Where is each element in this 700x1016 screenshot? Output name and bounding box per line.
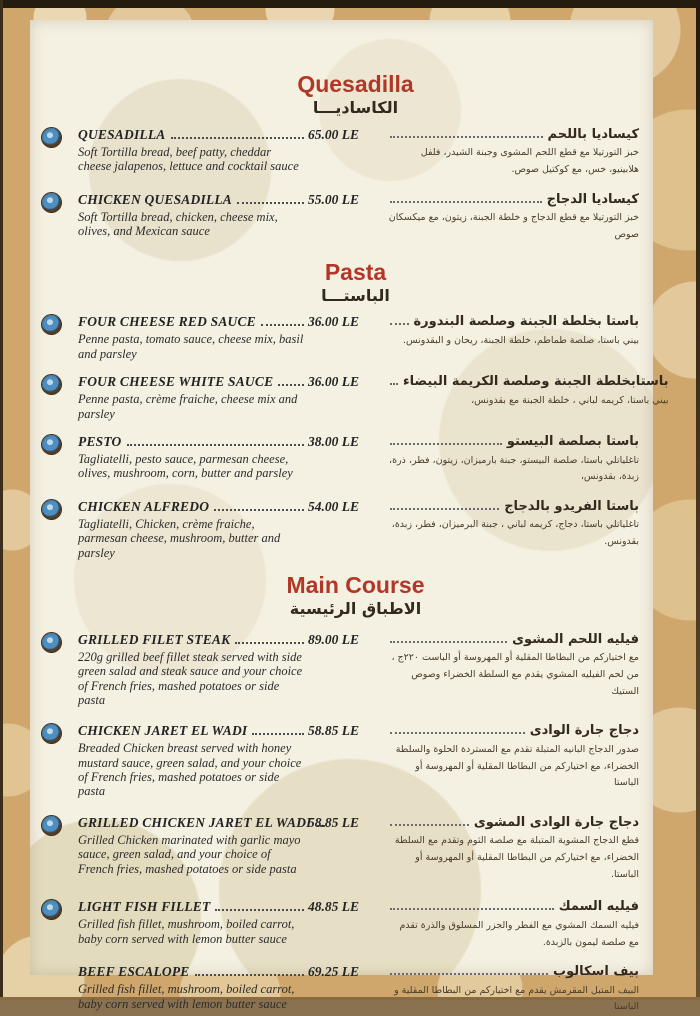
item-name-ar: باستابخلطة الجبنة وصلصة الكريمة البيضاء (403, 374, 669, 390)
item-price: 48.85 LE (308, 899, 360, 915)
item-price: 54.00 LE (308, 498, 360, 514)
dotted-leader (261, 324, 304, 326)
item-name-ar: فيليه السمك (558, 899, 639, 915)
item-price: 58.85 LE (308, 723, 360, 739)
menu-item (42, 434, 639, 486)
brand-seal-icon (42, 435, 61, 454)
item-name-en: GRILLED FILET STEAK (78, 631, 231, 647)
item-name-ar: بيف اسكالوب (553, 964, 639, 980)
item-desc-en: Penne pasta, tomato sauce, cheese mix, basil and parsley (78, 332, 304, 361)
item-desc-en: Soft Tortilla bread, beef patty, cheddar cheese jalapenos, lettuce and cocktail sauce (78, 144, 299, 174)
item-desc-ar: البيف المتبل المقرمش يقدم مع اختياركم من البطاطا المقلية و الباستا (394, 984, 639, 1013)
dotted-leader (390, 508, 499, 510)
menu-content-area (30, 20, 669, 1013)
item-desc-ar: خبز التورتيلا مع قطع الدجاج و خلطة الجبنة، زيتون، مع ميكسكان صوص (388, 212, 639, 240)
brand-seal-icon (42, 816, 61, 835)
item-price: 38.00 LE (308, 433, 360, 449)
item-name-ar: دجاج جارة الوادى (529, 723, 639, 739)
item-price: 36.00 LE (308, 314, 360, 330)
item-price: 65.00 LE (308, 126, 360, 142)
menu-item (42, 723, 639, 799)
item-desc-ar: صدور الدجاج البانيه المتبلة تقدم مع المستردة الحلوة والسلطة الخضراء، مع اختياركم من البطاطا المقلية أو المهروسة أو الباستا (395, 743, 639, 789)
dotted-leader (390, 201, 542, 203)
page-right-edge (696, 0, 700, 1000)
item-name-en: CHICKEN JARET EL WADI (78, 723, 248, 739)
dotted-leader (278, 384, 304, 386)
dotted-leader (390, 908, 554, 910)
dotted-leader (390, 973, 548, 975)
item-desc-en: Grilled fish fillet, mushroom, boiled carrot, baby corn served with lemon butter sauce (78, 917, 295, 946)
dotted-leader (171, 137, 304, 139)
item-name-en: GRILLED CHICKEN JARET EL WADI (78, 814, 312, 830)
section-header-quesadilla (72, 72, 639, 119)
brand-seal-icon (42, 633, 61, 652)
item-name-en: CHICKEN ALFREDO (78, 498, 210, 514)
item-desc-en: Soft Tortilla bread, chicken, cheese mix, olives, and Mexican sauce (78, 209, 278, 239)
item-price: 89.00 LE (308, 631, 360, 647)
brand-seal-icon (42, 900, 61, 919)
dotted-leader (390, 824, 469, 826)
item-desc-ar: تاغلياتلي باستا، صلصة البيستو، جبنة بارميزان، زيتون، فطر، ذرة، زبدة، بقدونس، (389, 454, 639, 483)
menu-item (42, 127, 639, 179)
dotted-leader (235, 642, 304, 644)
item-name-en: FOUR CHEESE WHITE SAUCE (78, 374, 274, 390)
item-desc-en: Grilled Chicken marinated with garlic mayo sauce, green salad, and your choice of French fries, mashed potatoes or side pasta (78, 832, 301, 876)
item-name-ar: دجاج جارة الوادى المشوى (473, 814, 639, 830)
menu-item (42, 499, 639, 560)
item-name-en: CHICKEN QUESADILLA (78, 191, 233, 207)
item-desc-ar: تاغلياتلي باستا، دجاج، كريمه لباني ، جبنة البرميزان، فطر، زبدة، بقدونس. (391, 519, 639, 548)
item-name-ar: كيساديا الدجاج (546, 191, 639, 207)
section-title-ar: الكاساديـــا (312, 98, 399, 118)
section-title-en: Pasta (324, 258, 387, 285)
item-desc-ar: خبز التورتيلا مع قطع اللحم المشوى وجبنة الشيدر، فلفل هلابينيو، خس، مع كوكتيل صوص. (420, 147, 639, 176)
item-name-ar: فيليه اللحم المشوى (512, 631, 639, 647)
item-desc-ar: مع اختياركم من البطاطا المقلية أو المهروسة أو الباست ٢٢٠ج ، من لحم الفيليه المشوي يقدم مع السلطة الخضراء وصوص الستيك (391, 652, 639, 697)
item-name-en: PESTO (78, 433, 122, 449)
brand-seal-icon (42, 500, 61, 519)
brand-seal-icon (42, 315, 61, 334)
dotted-leader (214, 509, 304, 511)
item-name-en: FOUR CHEESE RED SAUCE (78, 314, 256, 330)
dotted-leader (390, 136, 543, 138)
item-desc-ar: قطع الدجاج المشوية المتبلة مع صلصة الثوم وتقدم مع السلطة الخضراء، مع اختياركم من البطاطا المقلية أو المهروسة أو الباستا. (394, 835, 639, 880)
dotted-leader (252, 733, 304, 735)
brand-seal-icon (42, 193, 61, 212)
item-desc-en: Tagliatelli, pesto sauce, parmesan cheese, olives, mushroom, corn, butter and parsley (78, 451, 293, 481)
section-header-pasta (72, 260, 639, 307)
item-price: 55.00 LE (308, 191, 360, 207)
dotted-leader (390, 641, 507, 643)
item-desc-en: Grilled fish fillet, mushroom, boiled carrot, baby corn served with lemon butter sauce (78, 982, 295, 1011)
dotted-leader (215, 909, 304, 911)
page-top-edge (0, 0, 700, 8)
item-desc-en: 220g grilled beef fillet steak served with side green salad and steak sauce and your choice of French fries, mashed potatoes or side pasta (78, 649, 303, 707)
item-desc-ar: بيني باستا، صلصة طماطم، خلطة الجبنة، ريحان و البقدونس. (402, 335, 639, 347)
brand-seal-icon (42, 128, 61, 147)
menu-item (42, 964, 639, 1016)
item-price: 69.25 LE (308, 964, 360, 980)
item-price: 36.00 LE (308, 374, 360, 390)
dotted-leader (237, 202, 304, 204)
section-header-main-course (72, 573, 639, 620)
dotted-leader (390, 323, 409, 325)
item-name-en: LIGHT FISH FILLET (78, 899, 211, 915)
item-desc-ar: فيليه السمك المشوي مع الفطر والجزر المسلوق والذرة تقدم مع صلصة ليمون بالزبدة. (399, 919, 639, 948)
dotted-leader (127, 444, 304, 446)
brand-seal-icon (42, 375, 61, 394)
item-name-ar: باستا بخلطة الجبنة وصلصة البندورة (413, 314, 639, 330)
item-name-ar: باستا الفريدو بالدجاج (504, 498, 639, 514)
item-desc-en: Penne pasta, crème fraiche, cheese mix and parsley (78, 392, 298, 421)
item-name-ar: كيساديا باللحم (547, 126, 639, 142)
section-title-ar: الاطباق الرئيسية (289, 599, 422, 619)
menu-item (42, 632, 639, 708)
page-left-edge (0, 0, 3, 1000)
dotted-leader (390, 443, 502, 445)
item-desc-ar: بيني باستا، كريمه لباني ، خلطة الجبنة مع بقدونس، (471, 394, 669, 406)
menu-item (42, 314, 639, 361)
menu-item (42, 899, 639, 951)
item-name-en: BEEF ESCALOPE (78, 964, 190, 980)
item-name-ar: باستا بصلصة البيستو (506, 433, 639, 449)
brand-seal-icon (42, 724, 61, 743)
item-desc-en: Tagliatelli, Chicken, crème fraiche, parmesan cheese, mushroom, butter and parsley (78, 516, 281, 560)
menu-item (42, 815, 639, 883)
section-title-en: Quesadilla (297, 71, 414, 97)
item-name-en: QUESADILLA (78, 126, 166, 142)
dotted-leader (195, 974, 304, 976)
section-title-en: Main Course (286, 571, 425, 598)
menu-item (42, 192, 639, 244)
dotted-leader (390, 383, 398, 385)
item-desc-en: Breaded Chicken breast served with honey mustard sauce, green salad, and your choice of French fries, mashed potatoes or side pasta (78, 741, 302, 799)
menu-item (42, 374, 669, 421)
dotted-leader (390, 732, 525, 734)
section-title-ar: الباستـــا (321, 285, 390, 305)
item-price: 58.85 LE (308, 814, 360, 830)
